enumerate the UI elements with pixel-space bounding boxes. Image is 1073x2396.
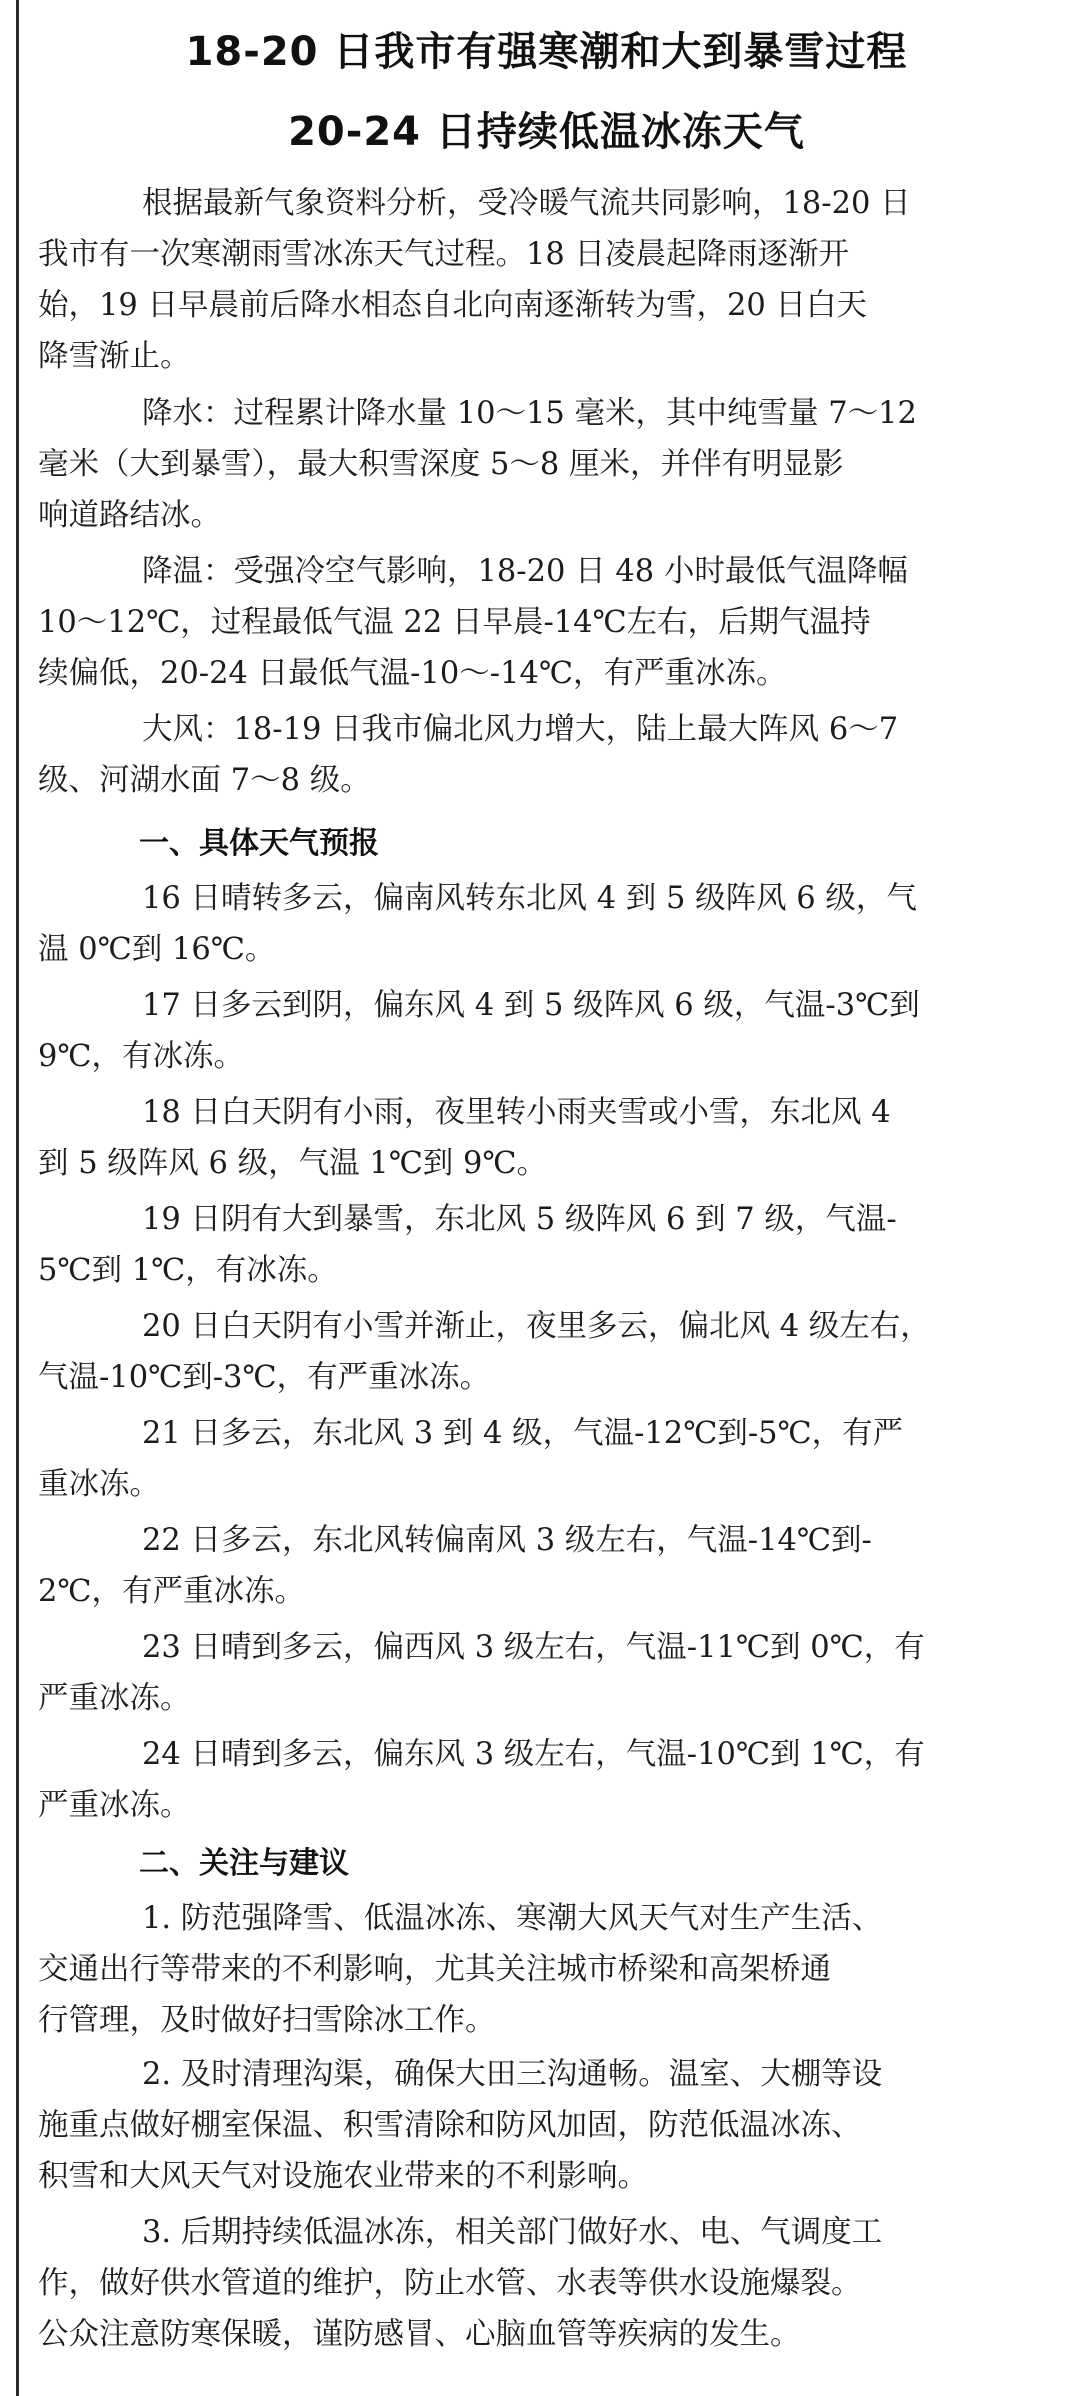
text-line: 级、河湖水面 7～8 级。 [38,763,371,798]
text-line: 根据最新气象资料分析，受冷暖气流共同影响，18-20 日 [142,186,911,221]
text-line: 到 5 级阵风 6 级，气温 1℃到 9℃。 [38,1146,548,1181]
text-line [38,388,1046,439]
text-line: 22 日多云，东北风转偏南风 3 级左右，气温-14℃到- [142,1523,872,1558]
text-line: 续偏低，20-24 日最低气温-10～-14℃，有严重冰冻。 [38,656,787,691]
left-border-rule [16,0,19,2396]
text-line: 5℃到 1℃，有冰冻。 [38,1253,338,1288]
section-heading-forecast: 一、具体天气预报 [139,826,379,861]
text-line: 交通出行等带来的不利影响，尤其关注城市桥梁和高架桥通 [38,1952,831,1987]
advice-item-1 [38,1893,1046,2046]
wind-paragraph [38,704,1046,806]
forecast-day-23 [38,1622,1046,1724]
text-line: 公众注意防寒保暖，谨防感冒、心脑血管等疾病的发生。 [38,2317,801,2352]
text-line: 18 日白天阴有小雨，夜里转小雨夹雪或小雪，东北风 4 [142,1095,891,1130]
title-line-1: 18-20 日我市有强寒潮和大到暴雪过程 [185,29,908,75]
wind-lead: 大风： [142,712,234,747]
text-line: 严重冰冻。 [38,1681,191,1716]
text-line: 9℃，有冰冻。 [38,1039,245,1074]
intro-paragraph [38,178,1046,382]
text-line: 温 0℃到 16℃。 [38,932,276,967]
text-line: 20 日白天阴有小雪并渐止，夜里多云，偏北风 4 级左右， [142,1309,931,1344]
text-line: 积雪和大风天气对设施农业带来的不利影响。 [38,2159,648,2194]
forecast-day-16 [38,873,1046,975]
cooling-paragraph [38,546,1046,699]
text-line: 严重冰冻。 [38,1788,191,1823]
text-span: 受强冷空气影响，18-20 日 48 小时最低气温降幅 [233,554,908,589]
text-span: 18-19 日我市偏北风力增大，陆上最大阵风 6～7 [233,712,899,747]
text-line: 16 日晴转多云，偏南风转东北风 4 到 5 级阵风 6 级，气 [142,881,917,916]
precipitation-paragraph [38,388,1046,541]
text-line: 1. 防范强降雪、低温冰冻、寒潮大风天气对生产生活、 [142,1901,883,1936]
forecast-day-17 [38,980,1046,1082]
text-line: 作，做好供水管道的维护，防止水管、水表等供水设施爆裂。 [38,2266,862,2301]
text-line: 2. 及时清理沟渠，确保大田三沟通畅。温室、大棚等设 [142,2057,883,2092]
text-line: 毫米（大到暴雪），最大积雪深度 5～8 厘米，并伴有明显影 [38,447,844,482]
forecast-day-19 [38,1194,1046,1296]
forecast-day-20 [38,1301,1046,1403]
text-line: 气温-10℃到-3℃，有严重冰冻。 [38,1360,491,1395]
advice-item-2 [38,2049,1046,2202]
text-line: 24 日晴到多云，偏东风 3 级左右，气温-10℃到 1℃，有 [142,1737,925,1772]
text-line: 17 日多云到阴，偏东风 4 到 5 级阵风 6 级，气温-3℃到 [142,988,920,1023]
text-line: 21 日多云，东北风 3 到 4 级，气温-12℃到-5℃，有严 [142,1416,904,1451]
section-heading-advice: 二、关注与建议 [139,1846,349,1881]
text-line: 19 日阴有大到暴雪，东北风 5 级阵风 6 到 7 级，气温- [142,1202,897,1237]
forecast-day-22 [38,1515,1046,1617]
forecast-day-18 [38,1087,1046,1189]
text-line: 3. 后期持续低温冰冻，相关部门做好水、电、气调度工 [142,2215,883,2250]
forecast-day-21 [38,1408,1046,1510]
text-line [38,704,1046,755]
text-line: 始，19 日早晨前后降水相态自北向南逐渐转为雪，20 日白天 [38,288,868,323]
title-line-2: 20-24 日持续低温冰冻天气 [288,109,805,155]
text-line: 我市有一次寒潮雨雪冰冻天气过程。18 日凌晨起降雨逐渐开 [38,237,850,272]
text-line: 行管理，及时做好扫雪除冰工作。 [38,2003,496,2038]
text-line: 2℃，有严重冰冻。 [38,1574,306,1609]
cooling-lead: 降温： [142,554,234,589]
advice-item-3 [38,2207,1046,2360]
text-line: 响道路结冰。 [38,498,221,533]
text-line: 降雪渐止。 [38,339,191,374]
text-line [38,546,1046,597]
text-line: 重冰冻。 [38,1467,160,1502]
text-line: 23 日晴到多云，偏西风 3 级左右，气温-11℃到 0℃，有 [142,1630,925,1665]
text-line: 施重点做好棚室保温、积雪清除和防风加固，防范低温冰冻、 [38,2108,862,2143]
text-span: 过程累计降水量 10～15 毫米，其中纯雪量 7～12 [233,396,917,431]
text-line: 10～12℃，过程最低气温 22 日早晨-14℃左右，后期气温持 [38,605,871,640]
forecast-day-24 [38,1729,1046,1831]
precipitation-lead: 降水： [142,396,234,431]
